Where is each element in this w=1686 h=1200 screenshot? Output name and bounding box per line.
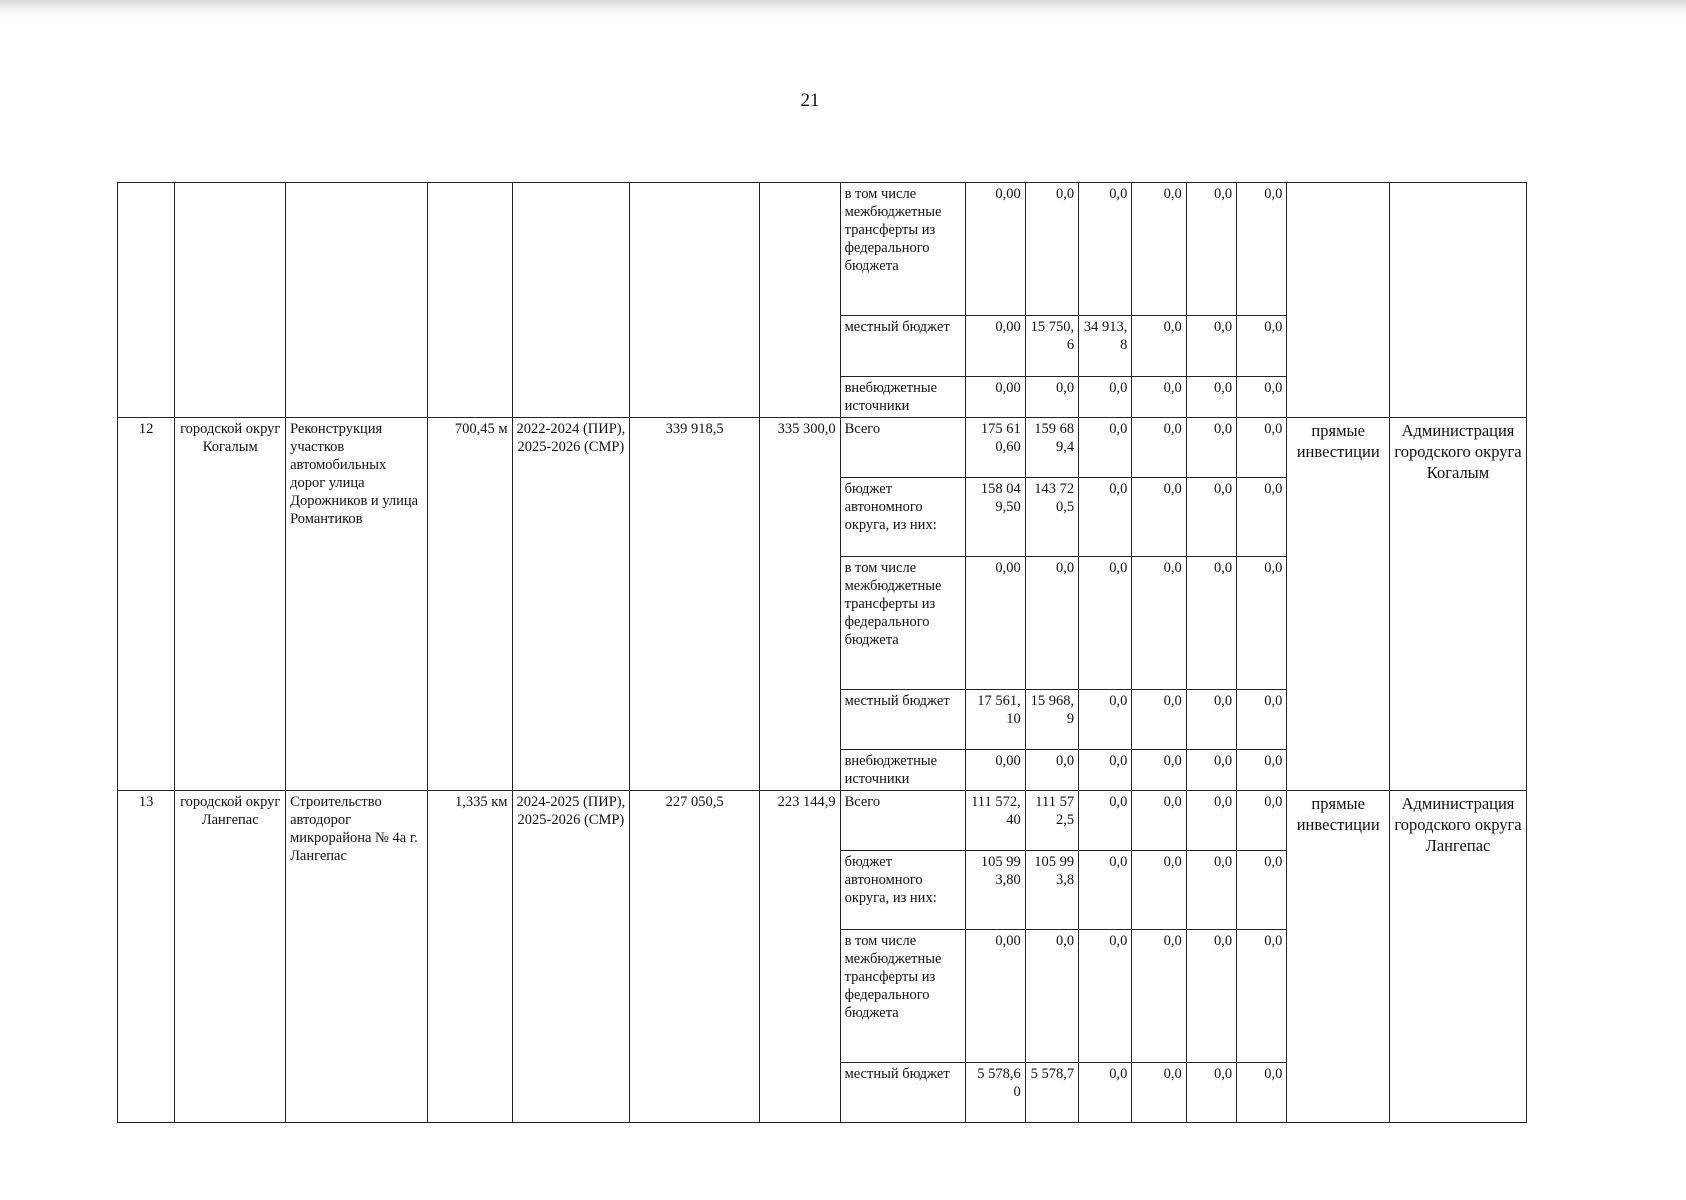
value-cell: 175 610,60 — [966, 418, 1025, 478]
value-cell: 0,0 — [1186, 377, 1236, 418]
value-cell: 15 750,6 — [1025, 316, 1078, 377]
value-cell: 0,0 — [1079, 690, 1132, 750]
cell-estimated-cost: 339 918,5 — [630, 418, 760, 791]
cell-object: Строительство автодорог микрорайона № 4а г. Лангепас — [286, 791, 428, 1123]
source-label: Всего — [840, 418, 966, 478]
value-cell: 0,0 — [1237, 478, 1287, 557]
source-label: местный бюджет — [840, 1063, 966, 1123]
cell-num: 13 — [118, 791, 175, 1123]
value-cell: 0,0 — [1079, 183, 1132, 316]
value-cell: 0,0 — [1079, 791, 1132, 851]
cell-capacity: 700,45 м — [427, 418, 512, 791]
source-label: в том числе межбюджетные трансферты из федерального бюджета — [840, 930, 966, 1063]
cell-num: 12 — [118, 418, 175, 791]
value-cell: 0,0 — [1186, 791, 1236, 851]
cell-estimated-cost: 227 050,5 — [630, 791, 760, 1123]
value-cell: 0,0 — [1237, 930, 1287, 1063]
value-cell: 0,0 — [1186, 316, 1236, 377]
cell-num — [118, 183, 175, 418]
source-label: местный бюджет — [840, 690, 966, 750]
value-cell: 0,0 — [1132, 478, 1186, 557]
cell-mechanism — [1287, 183, 1390, 418]
value-cell: 159 689,4 — [1025, 418, 1078, 478]
value-cell: 0,0 — [1025, 557, 1078, 690]
value-cell: 0,0 — [1132, 1063, 1186, 1123]
value-cell: 5 578,60 — [966, 1063, 1025, 1123]
value-cell: 143 720,5 — [1025, 478, 1078, 557]
value-cell: 105 993,80 — [966, 851, 1025, 930]
value-cell: 0,0 — [1025, 930, 1078, 1063]
cell-object — [286, 183, 428, 418]
cell-customer: Администрация городского округа Лангепас — [1390, 791, 1527, 1123]
source-label: внебюджетные источники — [840, 377, 966, 418]
value-cell: 0,0 — [1237, 690, 1287, 750]
table-row — [118, 418, 1527, 478]
value-cell: 105 993,8 — [1025, 851, 1078, 930]
cell-remaining-cost: 223 144,9 — [760, 791, 841, 1123]
value-cell: 0,0 — [1132, 316, 1186, 377]
value-cell: 0,0 — [1132, 930, 1186, 1063]
cell-remaining-cost — [760, 183, 841, 418]
cell-customer: Администрация городского округа Когалым — [1390, 418, 1527, 791]
source-label: в том числе межбюджетные трансферты из федерального бюджета — [840, 557, 966, 690]
value-cell: 0,0 — [1132, 851, 1186, 930]
cell-estimated-cost — [630, 183, 760, 418]
value-cell: 0,00 — [966, 557, 1025, 690]
value-cell: 0,0 — [1237, 1063, 1287, 1123]
value-cell: 0,0 — [1186, 750, 1236, 791]
value-cell: 0,0 — [1079, 930, 1132, 1063]
cell-period: 2022-2024 (ПИР), 2025-2026 (СМР) — [512, 418, 630, 791]
value-cell: 15 968,9 — [1025, 690, 1078, 750]
source-label: бюджет автономного округа, из них: — [840, 478, 966, 557]
value-cell: 0,00 — [966, 377, 1025, 418]
value-cell: 0,0 — [1186, 478, 1236, 557]
value-cell: 0,0 — [1079, 851, 1132, 930]
value-cell: 0,0 — [1186, 930, 1236, 1063]
value-cell: 0,0 — [1237, 750, 1287, 791]
value-cell: 0,0 — [1237, 418, 1287, 478]
value-cell: 0,0 — [1079, 557, 1132, 690]
value-cell: 0,0 — [1132, 791, 1186, 851]
value-cell: 0,0 — [1186, 418, 1236, 478]
value-cell: 0,0 — [1237, 791, 1287, 851]
value-cell: 0,0 — [1237, 851, 1287, 930]
value-cell: 0,0 — [1132, 418, 1186, 478]
source-label: внебюджетные источники — [840, 750, 966, 791]
table-row — [118, 183, 1527, 316]
value-cell: 0,0 — [1025, 750, 1078, 791]
cell-mechanism: прямые инвестиции — [1287, 791, 1390, 1123]
source-label: в том числе межбюджетные трансферты из федерального бюджета — [840, 183, 966, 316]
investment-table — [117, 182, 1527, 1123]
cell-municipality — [175, 183, 286, 418]
value-cell: 0,00 — [966, 750, 1025, 791]
value-cell: 0,0 — [1079, 478, 1132, 557]
cell-capacity: 1,335 км — [427, 791, 512, 1123]
cell-capacity — [427, 183, 512, 418]
source-label: бюджет автономного округа, из них: — [840, 851, 966, 930]
cell-customer — [1390, 183, 1527, 418]
cell-period — [512, 183, 630, 418]
table-row — [118, 791, 1527, 851]
value-cell: 0,0 — [1132, 750, 1186, 791]
value-cell: 17 561,10 — [966, 690, 1025, 750]
value-cell: 0,0 — [1132, 377, 1186, 418]
value-cell: 0,0 — [1079, 377, 1132, 418]
value-cell: 0,0 — [1025, 377, 1078, 418]
value-cell: 0,0 — [1079, 1063, 1132, 1123]
value-cell: 0,0 — [1079, 750, 1132, 791]
cell-mechanism: прямые инвестиции — [1287, 418, 1390, 791]
cell-object: Реконструкция участков автомобильных дорог улица Дорожников и улица Романтиков — [286, 418, 428, 791]
value-cell: 0,0 — [1186, 851, 1236, 930]
source-label: местный бюджет — [840, 316, 966, 377]
cell-municipality: городской округ Когалым — [175, 418, 286, 791]
value-cell: 0,0 — [1132, 183, 1186, 316]
value-cell: 0,0 — [1237, 183, 1287, 316]
cell-period: 2024-2025 (ПИР), 2025-2026 (СМР) — [512, 791, 630, 1123]
value-cell: 111 572,5 — [1025, 791, 1078, 851]
value-cell: 0,0 — [1186, 1063, 1236, 1123]
value-cell: 0,0 — [1132, 557, 1186, 690]
scan-edge — [0, 0, 1686, 20]
value-cell: 111 572,40 — [966, 791, 1025, 851]
value-cell: 0,0 — [1237, 316, 1287, 377]
value-cell: 0,0 — [1237, 557, 1287, 690]
value-cell: 34 913,8 — [1079, 316, 1132, 377]
value-cell: 0,0 — [1186, 557, 1236, 690]
value-cell: 5 578,7 — [1025, 1063, 1078, 1123]
value-cell: 0,0 — [1079, 418, 1132, 478]
value-cell: 0,0 — [1237, 377, 1287, 418]
page-number: 21 — [800, 90, 820, 111]
value-cell: 0,00 — [966, 930, 1025, 1063]
value-cell: 0,00 — [966, 316, 1025, 377]
value-cell: 0,0 — [1186, 690, 1236, 750]
value-cell: 0,0 — [1186, 183, 1236, 316]
cell-remaining-cost: 335 300,0 — [760, 418, 841, 791]
cell-municipality: городской округ Лангепас — [175, 791, 286, 1123]
value-cell: 0,0 — [1132, 690, 1186, 750]
value-cell: 0,0 — [1025, 183, 1078, 316]
value-cell: 158 049,50 — [966, 478, 1025, 557]
source-label: Всего — [840, 791, 966, 851]
value-cell: 0,00 — [966, 183, 1025, 316]
